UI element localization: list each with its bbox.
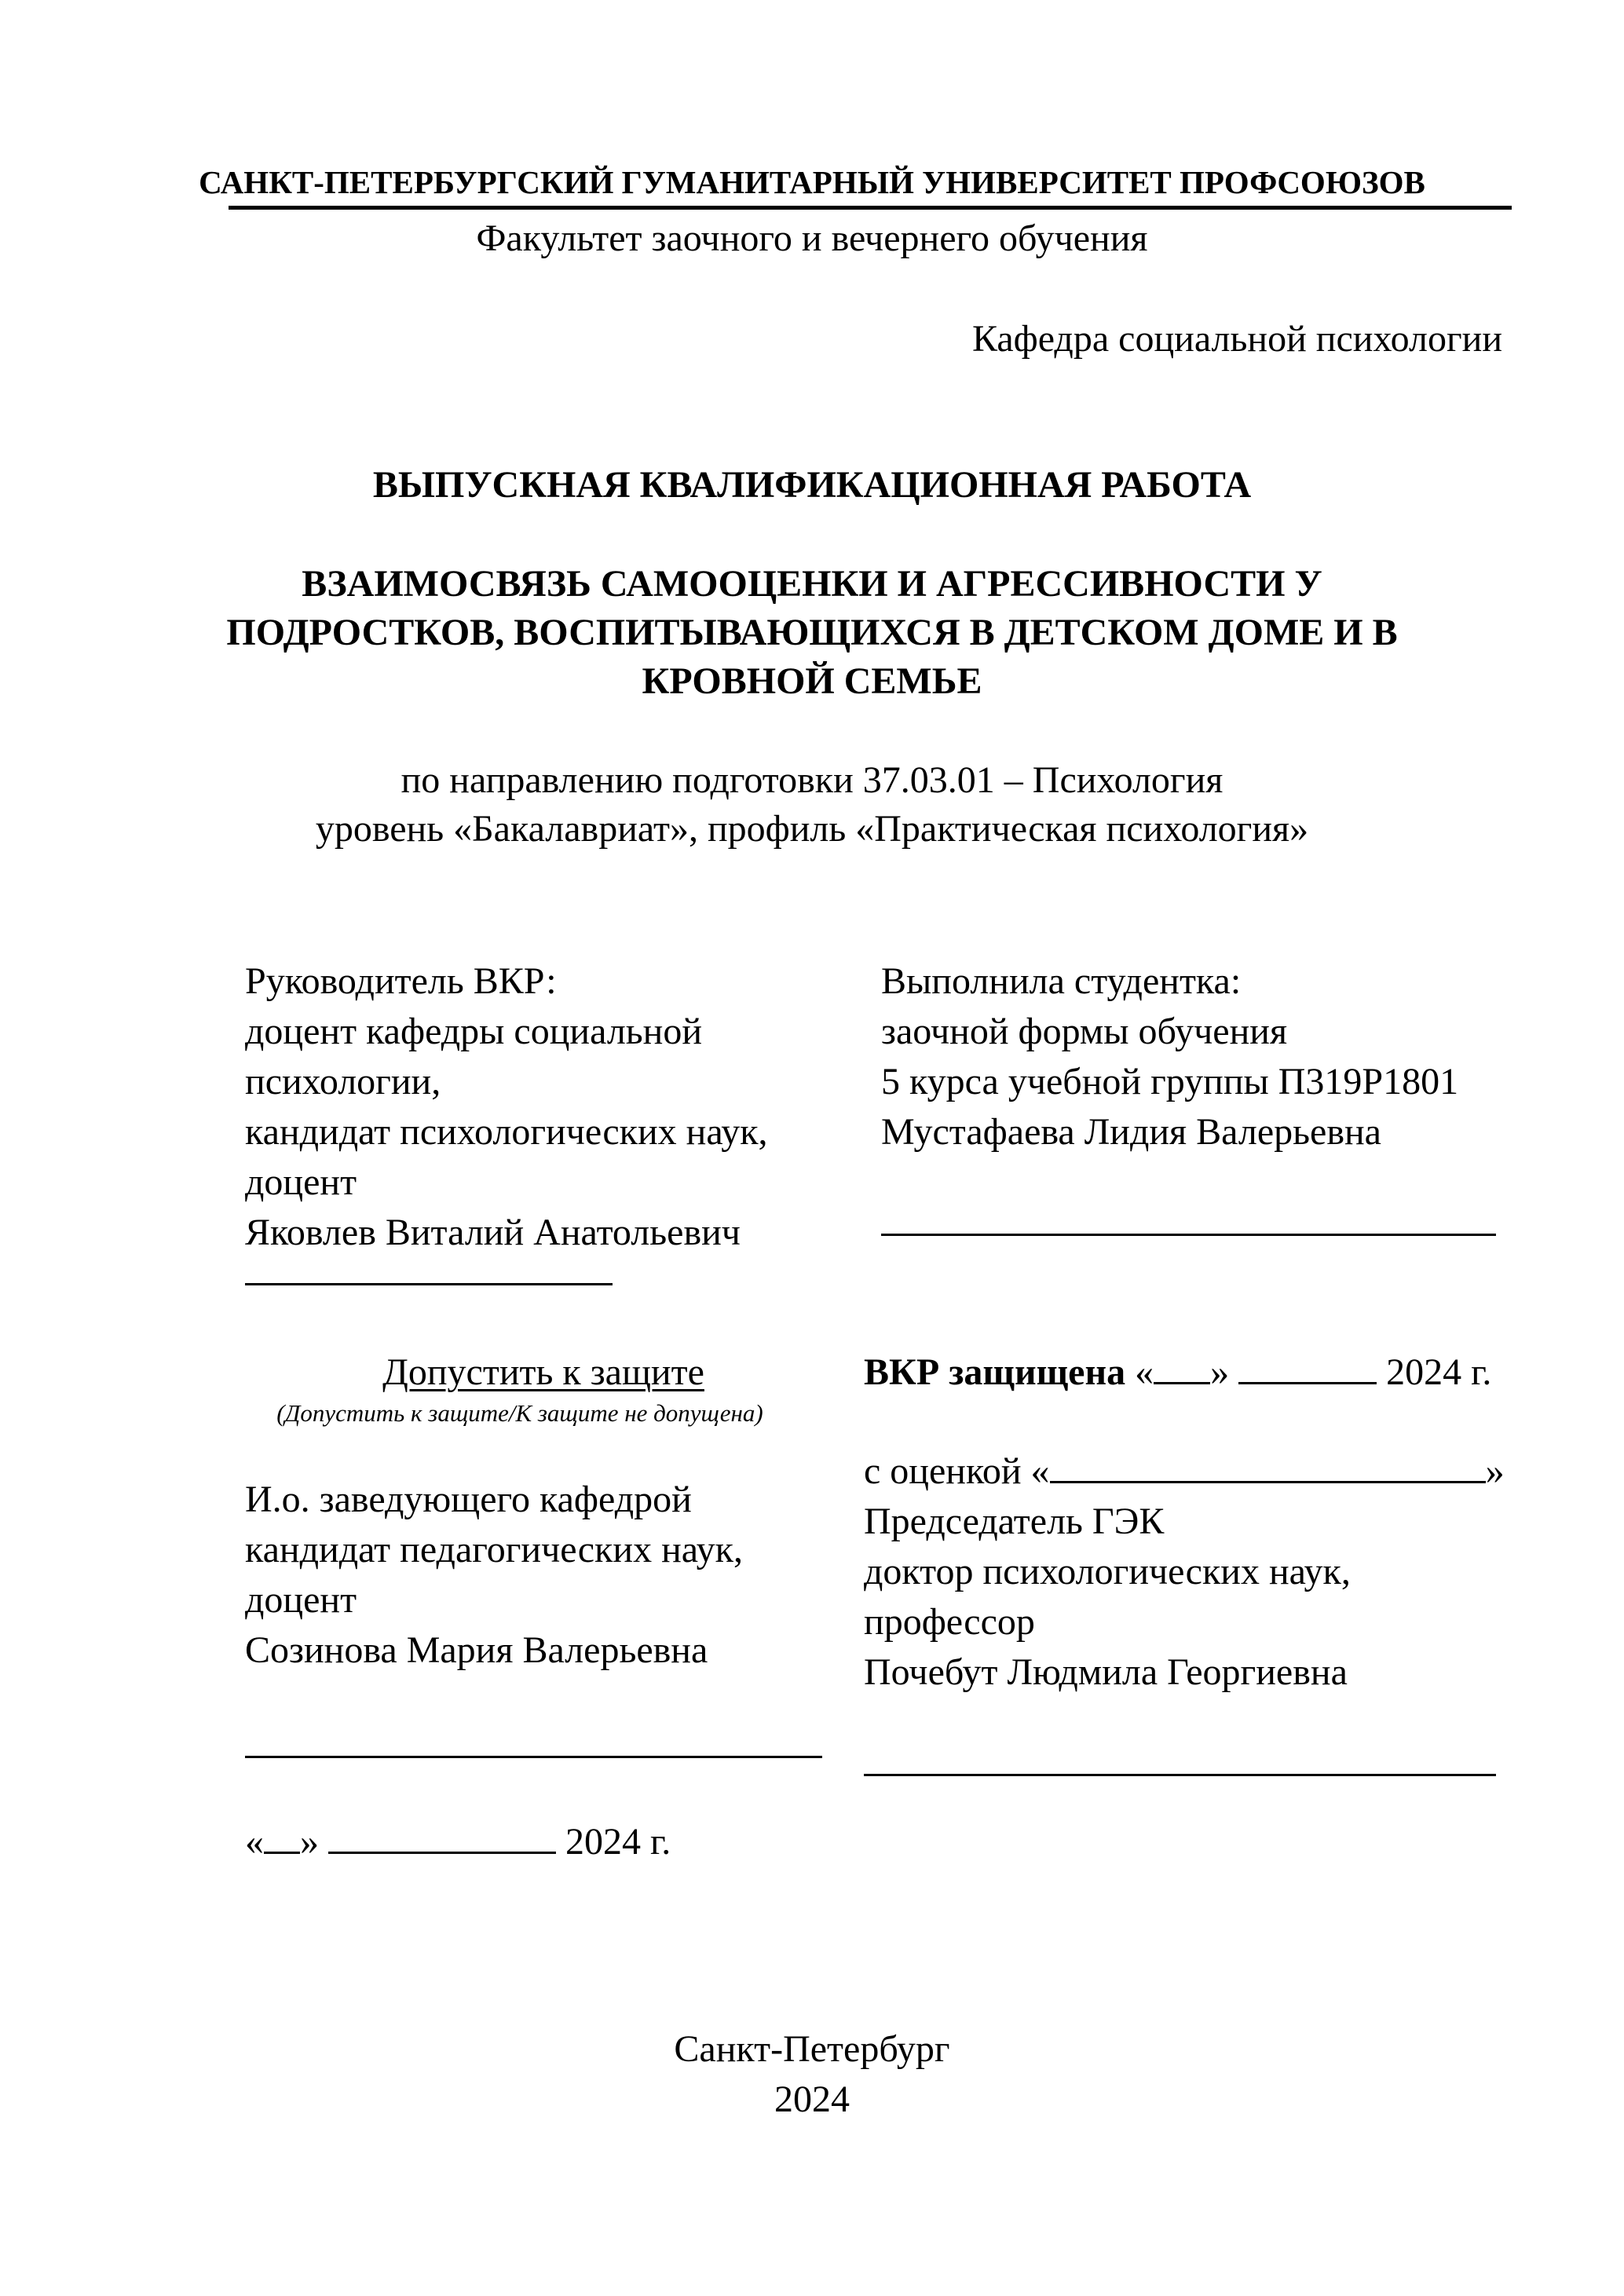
admission-decision: Допустить к защите: [382, 1351, 704, 1393]
year: 2024: [774, 2078, 850, 2120]
supervisor-line: доцент кафедры социальной: [245, 1011, 703, 1052]
defense-grade: с оценкой « »: [864, 1450, 1505, 1492]
head-line: кандидат педагогических наук,: [245, 1529, 743, 1570]
chair-signature-line: [864, 1774, 1496, 1776]
supervisor-signature-line: [245, 1283, 613, 1285]
header-rule: [229, 206, 1512, 210]
supervisor-name: Яковлев Виталий Анатольевич: [245, 1212, 741, 1253]
supervisor-heading: Руководитель ВКР:: [245, 960, 557, 1002]
university-name: САНКТ-ПЕТЕРБУРГСКИЙ ГУМАНИТАРНЫЙ УНИВЕРСИТЕТ ПРОФСОЮЗОВ: [199, 164, 1425, 200]
head-of-department-block: [245, 1475, 743, 1676]
admission-options-note: (Допустить к защите/К защите не допущена): [276, 1399, 763, 1427]
supervisor-block: [245, 956, 768, 1258]
city: Санкт-Петербург: [674, 2028, 950, 2070]
day-blank: [1154, 1351, 1210, 1384]
student-line: заочной формы обучения: [881, 1011, 1288, 1052]
head-signature-line: [245, 1756, 822, 1758]
department-name: Кафедра социальной психологии: [971, 318, 1502, 360]
head-line: доцент: [245, 1579, 357, 1621]
study-direction: по направлению подготовки 37.03.01 – Психология: [401, 759, 1223, 801]
work-type-title: ВЫПУСКНАЯ КВАЛИФИКАЦИОННАЯ РАБОТА: [372, 464, 1252, 506]
head-line: И.о. заведующего кафедрой: [245, 1479, 692, 1520]
topic-line-1: ВЗАИМОСВЯЗЬ САМООЦЕНКИ И АГРЕССИВНОСТИ У: [302, 563, 1322, 605]
grade-blank: [1050, 1450, 1486, 1483]
supervisor-line: кандидат психологических наук,: [245, 1111, 768, 1153]
commission-chair-block: [864, 1497, 1351, 1698]
topic-line-2: ПОДРОСТКОВ, ВОСПИТЫВАЮЩИХСЯ В ДЕТСКОМ ДОМЕ И В: [226, 612, 1398, 653]
faculty-name: Факультет заочного и вечернего обучения: [476, 218, 1148, 259]
student-signature-line: [881, 1234, 1496, 1236]
chair-line: доктор психологических наук,: [864, 1551, 1351, 1592]
supervisor-line: психологии,: [245, 1061, 441, 1102]
student-block: [881, 956, 1458, 1157]
admission-date: « » 2024 г.: [245, 1821, 671, 1863]
supervisor-line: доцент: [245, 1161, 357, 1203]
month-blank: [328, 1820, 556, 1854]
student-line: 5 курса учебной группы П319Р1801: [881, 1061, 1459, 1102]
chair-name: Почебут Людмила Георгиевна: [864, 1651, 1348, 1693]
chair-line: профессор: [864, 1601, 1035, 1643]
study-level-profile: уровень «Бакалавриат», профиль «Практическая психология»: [315, 808, 1309, 850]
head-name: Созинова Мария Валерьевна: [245, 1629, 708, 1671]
month-blank: [1238, 1351, 1377, 1384]
day-blank: [264, 1820, 300, 1854]
topic-line-3: КРОВНОЙ СЕМЬЕ: [642, 660, 982, 702]
defense-date: ВКР защищена « » 2024 г.: [864, 1351, 1492, 1393]
chair-line: Председатель ГЭК: [864, 1501, 1165, 1542]
student-name: Мустафаева Лидия Валерьевна: [881, 1111, 1381, 1153]
student-heading: Выполнила студентка:: [881, 960, 1242, 1002]
